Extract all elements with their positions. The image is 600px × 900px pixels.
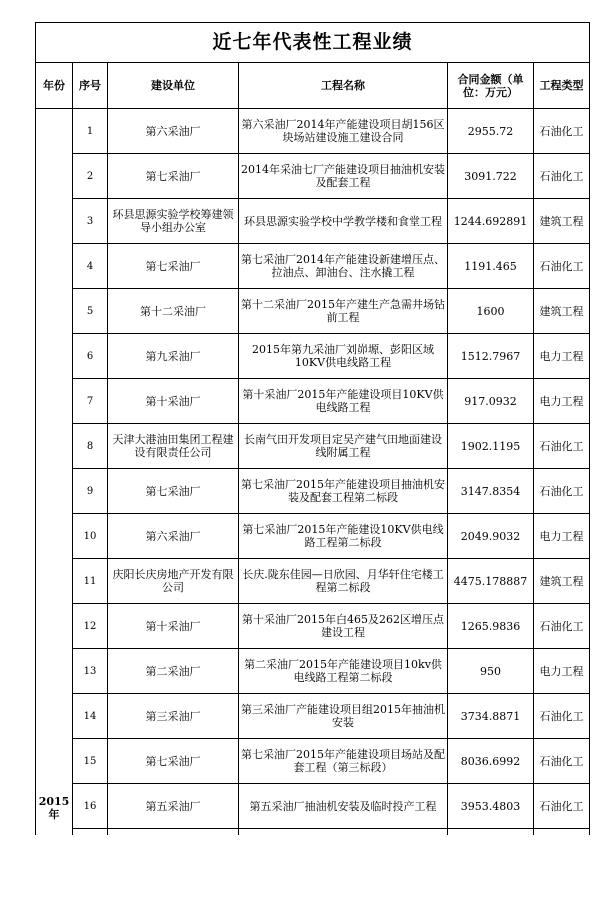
seq-cell: 14	[73, 694, 108, 739]
table-title: 近七年代表性工程业绩	[36, 23, 590, 63]
project-cell: 2014年采油七厂产能建设项目抽油机安装及配套工程	[239, 154, 448, 199]
type-cell: 石油化工	[534, 739, 590, 784]
project-cell: 第十采油厂2015年产能建设项目10KV供电线路工程	[239, 379, 448, 424]
unit-cell: 第七采油厂	[108, 469, 239, 514]
amount-cell: 1265.9836	[448, 604, 534, 649]
header-row	[36, 63, 590, 109]
unit-cell: 第七采油厂	[108, 244, 239, 289]
project-cell: 环县思源实验学校中学教学楼和食堂工程	[239, 199, 448, 244]
amount-cell: 3147.8354	[448, 469, 534, 514]
amount-cell: 3734.8871	[448, 694, 534, 739]
unit-cell: 第十采油厂	[108, 604, 239, 649]
amount-cell: 950	[448, 649, 534, 694]
type-cell: 建筑工程	[534, 199, 590, 244]
unit-cell: 第十二采油厂	[108, 289, 239, 334]
type-cell: 石油化工	[534, 424, 590, 469]
type-cell: 电力工程	[534, 514, 590, 559]
unit-cell: 第七采油厂	[108, 739, 239, 784]
seq-cell: 9	[73, 469, 108, 514]
seq-cell: 15	[73, 739, 108, 784]
amount-cell: 1902.1195	[448, 424, 534, 469]
header-amount: 合同金额（单位：万元）	[448, 63, 534, 109]
seq-cell: 10	[73, 514, 108, 559]
amount-cell: 1244.692891	[448, 199, 534, 244]
amount-cell: 917.0932	[448, 379, 534, 424]
type-cell: 石油化工	[534, 109, 590, 154]
performance-sheet	[35, 22, 589, 874]
seq-cell: 6	[73, 334, 108, 379]
amount-cell: 1512.7967	[448, 334, 534, 379]
type-cell: 建筑工程	[534, 289, 590, 334]
header-seq: 序号	[73, 63, 108, 109]
unit-cell: 第十采油厂	[108, 379, 239, 424]
type-cell: 石油化工	[534, 154, 590, 199]
table-row	[36, 469, 590, 514]
table-row	[36, 604, 590, 649]
project-cell: 第五采油厂抽油机安装及临时投产工程	[239, 784, 448, 829]
table-body	[36, 109, 590, 874]
type-cell: 电力工程	[534, 379, 590, 424]
unit-cell: 第七采油厂	[108, 154, 239, 199]
seq-cell: 16	[73, 784, 108, 829]
header-year: 年份	[36, 63, 73, 109]
table-row	[36, 424, 590, 469]
type-cell: 石油化工	[534, 244, 590, 289]
table-row	[36, 289, 590, 334]
seq-cell: 2	[73, 154, 108, 199]
type-cell: 建筑工程	[534, 559, 590, 604]
unit-cell: 第三采油厂	[108, 694, 239, 739]
amount-cell: 1600	[448, 289, 534, 334]
amount-cell: 3091.722	[448, 154, 534, 199]
seq-cell: 13	[73, 649, 108, 694]
table-row	[36, 559, 590, 604]
table-row	[36, 739, 590, 784]
table-row	[36, 649, 590, 694]
unit-cell: 第五采油厂	[108, 784, 239, 829]
unit-cell: 第六采油厂	[108, 109, 239, 154]
table-row	[36, 154, 590, 199]
table-row	[36, 199, 590, 244]
amount-cell: 2049.9032	[448, 514, 534, 559]
project-cell: 长庆.陇东佳园—日欣园、月华轩住宅楼工程第二标段	[239, 559, 448, 604]
project-cell: 长南气田开发项目定吴产建气田地面建设线附属工程	[239, 424, 448, 469]
table-row	[36, 334, 590, 379]
page-blank-bottom	[0, 835, 600, 900]
type-cell: 石油化工	[534, 694, 590, 739]
project-cell: 第七采油厂2015年产能建设项目场站及配套工程（第三标段）	[239, 739, 448, 784]
project-cell: 第七采油厂2015年产能建设项目抽油机安装及配套工程第二标段	[239, 469, 448, 514]
project-cell: 第六采油厂2014年产能建设项目胡156区块场站建设施工建设合同	[239, 109, 448, 154]
amount-cell: 4475.178887	[448, 559, 534, 604]
performance-table	[35, 22, 590, 874]
unit-cell: 天津大港油田集团工程建设有限责任公司	[108, 424, 239, 469]
amount-cell: 8036.6992	[448, 739, 534, 784]
table-row	[36, 784, 590, 829]
amount-cell: 1191.465	[448, 244, 534, 289]
unit-cell: 第九采油厂	[108, 334, 239, 379]
project-cell: 第十采油厂2015年白465及262区增压点建设工程	[239, 604, 448, 649]
type-cell: 石油化工	[534, 469, 590, 514]
type-cell: 石油化工	[534, 784, 590, 829]
header-type: 工程类型	[534, 63, 590, 109]
year-cell: 2015年	[36, 109, 73, 874]
seq-cell: 7	[73, 379, 108, 424]
unit-cell: 环县思源实验学校筹建领导小组办公室	[108, 199, 239, 244]
project-cell: 第七采油厂2014年产能建设新建增压点、拉油点、卸油台、注水撬工程	[239, 244, 448, 289]
table-row	[36, 694, 590, 739]
project-cell: 第七采油厂2015年产能建设10KV供电线路工程第二标段	[239, 514, 448, 559]
amount-cell: 2955.72	[448, 109, 534, 154]
unit-cell: 第六采油厂	[108, 514, 239, 559]
unit-cell: 第二采油厂	[108, 649, 239, 694]
seq-cell: 12	[73, 604, 108, 649]
table-row	[36, 109, 590, 154]
table-row	[36, 379, 590, 424]
seq-cell: 11	[73, 559, 108, 604]
table-row	[36, 244, 590, 289]
amount-cell: 3953.4803	[448, 784, 534, 829]
seq-cell: 3	[73, 199, 108, 244]
seq-cell: 1	[73, 109, 108, 154]
header-unit: 建设单位	[108, 63, 239, 109]
project-cell: 第二采油厂2015年产能建设项目10kv供电线路工程第二标段	[239, 649, 448, 694]
type-cell: 电力工程	[534, 649, 590, 694]
project-cell: 第十二采油厂2015年产建生产急需井场钻前工程	[239, 289, 448, 334]
table-row	[36, 514, 590, 559]
unit-cell: 庆阳长庆房地产开发有限公司	[108, 559, 239, 604]
seq-cell: 5	[73, 289, 108, 334]
seq-cell: 4	[73, 244, 108, 289]
project-cell: 2015年第九采油厂刘峁塬、彭阳区域10KV供电线路工程	[239, 334, 448, 379]
header-project: 工程名称	[239, 63, 448, 109]
project-cell: 第三采油厂产能建设项目组2015年抽油机安装	[239, 694, 448, 739]
seq-cell: 8	[73, 424, 108, 469]
type-cell: 电力工程	[534, 334, 590, 379]
type-cell: 石油化工	[534, 604, 590, 649]
